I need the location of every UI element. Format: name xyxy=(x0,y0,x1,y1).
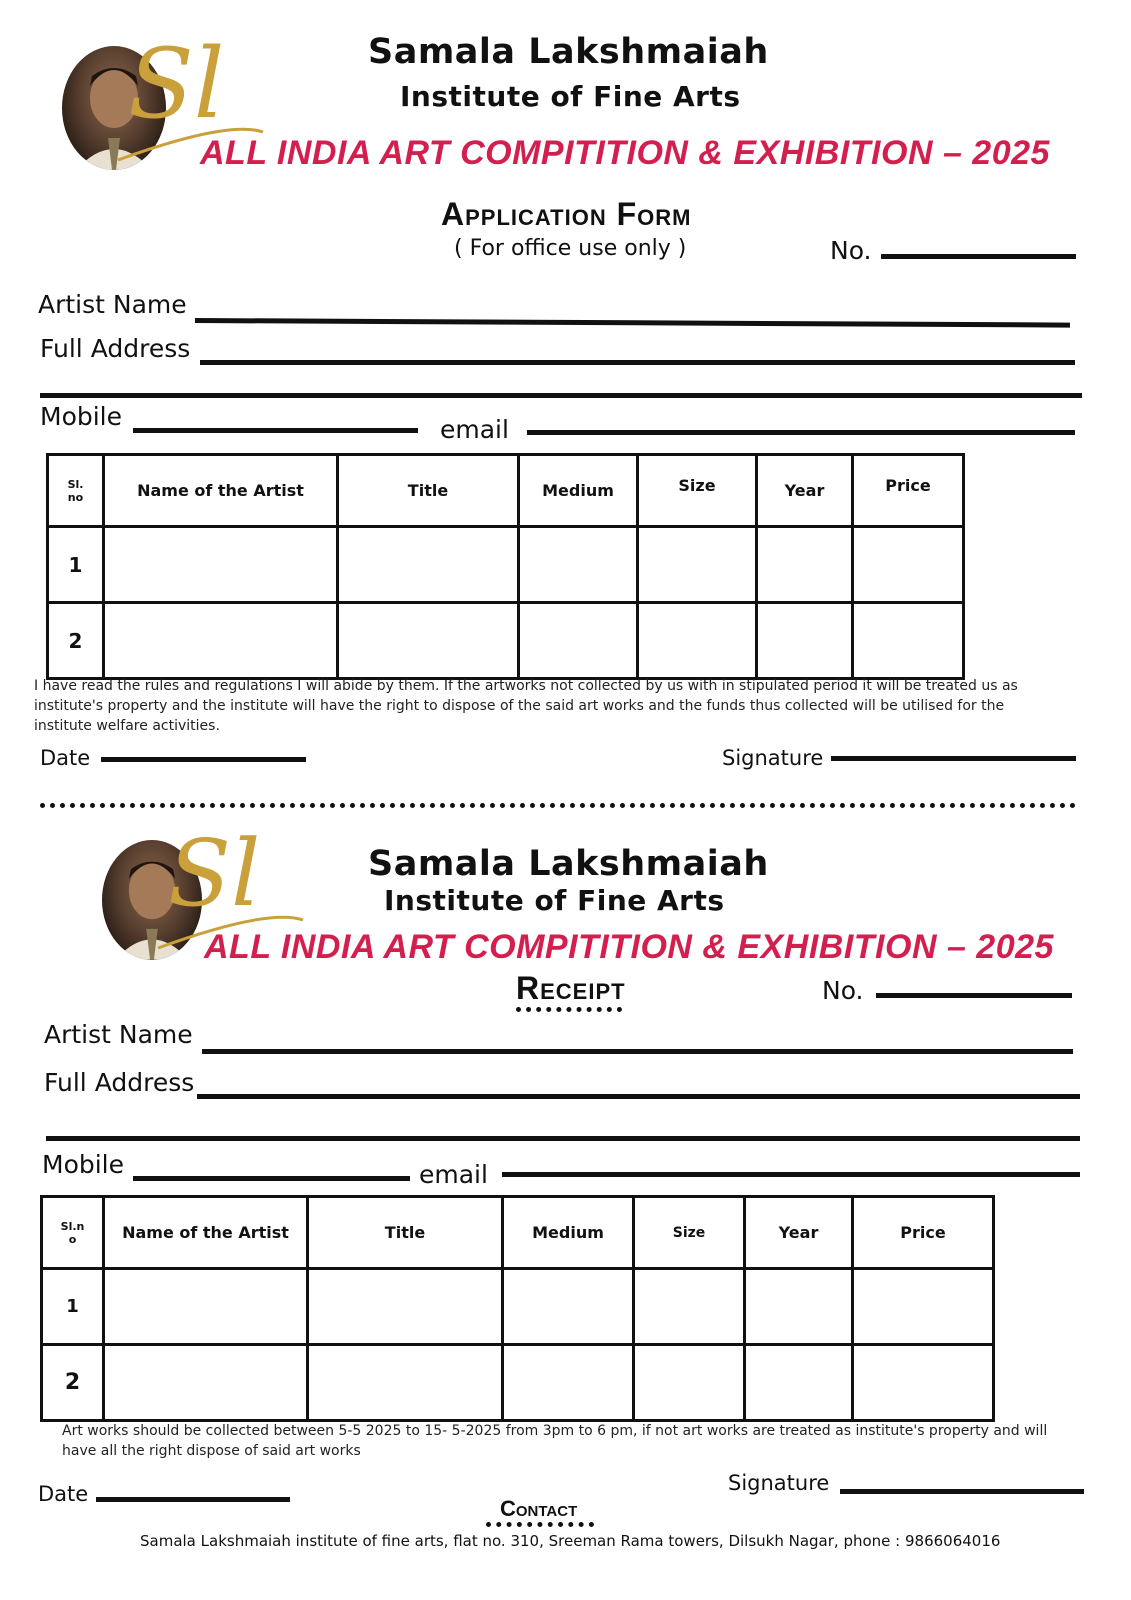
full-address-field[interactable] xyxy=(197,1094,1080,1099)
date-field[interactable] xyxy=(101,757,306,762)
size-cell[interactable] xyxy=(638,603,757,679)
year-cell[interactable] xyxy=(745,1345,853,1421)
header-size: Size xyxy=(638,455,757,527)
institute-subtitle: Institute of Fine Arts xyxy=(384,884,725,917)
receipt-title-underline xyxy=(516,1007,622,1012)
artist-name-cell[interactable] xyxy=(104,1345,308,1421)
header-price: Price xyxy=(853,455,964,527)
full-address-label: Full Address xyxy=(44,1068,195,1097)
signature-field[interactable] xyxy=(840,1489,1084,1494)
year-cell[interactable] xyxy=(757,527,853,603)
artist-name-cell[interactable] xyxy=(104,603,338,679)
medium-cell[interactable] xyxy=(519,603,638,679)
date-field[interactable] xyxy=(96,1497,290,1502)
office-use-note: ( For office use only ) xyxy=(454,236,687,261)
header-artist-name: Name of the Artist xyxy=(104,1197,308,1269)
row-number: 2 xyxy=(48,603,104,679)
signature-label: Signature xyxy=(722,746,824,770)
event-banner: ALL INDIA ART COMPITITION & EXHIBITION – 2025 xyxy=(204,928,1054,966)
mobile-label: Mobile xyxy=(40,402,123,431)
signature-label: Signature xyxy=(728,1471,830,1495)
full-address-label: Full Address xyxy=(40,334,191,363)
header-sl-no: Sl. no xyxy=(48,455,104,527)
artist-name-field[interactable] xyxy=(195,318,1070,328)
year-cell[interactable] xyxy=(757,603,853,679)
header-year: Year xyxy=(757,455,853,527)
form-title: Application Form xyxy=(441,196,692,232)
institute-name: Samala Lakshmaiah xyxy=(368,844,769,884)
medium-cell[interactable] xyxy=(503,1269,634,1345)
year-cell[interactable] xyxy=(745,1269,853,1345)
price-cell[interactable] xyxy=(853,1345,994,1421)
artist-name-label: Artist Name xyxy=(38,290,187,319)
title-cell[interactable] xyxy=(308,1345,503,1421)
row-number: 1 xyxy=(42,1269,104,1345)
event-banner: ALL INDIA ART COMPITITION & EXHIBITION – 2025 xyxy=(200,134,1050,172)
artist-name-field[interactable] xyxy=(202,1049,1073,1054)
medium-cell[interactable] xyxy=(519,527,638,603)
artist-name-label: Artist Name xyxy=(44,1020,193,1049)
logo-monogram: Sl xyxy=(128,28,225,140)
email-label: email xyxy=(419,1160,488,1189)
header-title: Title xyxy=(338,455,519,527)
mobile-field[interactable] xyxy=(133,428,418,433)
artist-name-cell[interactable] xyxy=(104,1269,308,1345)
size-cell[interactable] xyxy=(638,527,757,603)
header-artist-name: Name of the Artist xyxy=(104,455,338,527)
contact-heading: Contact xyxy=(500,1496,578,1521)
email-field[interactable] xyxy=(502,1172,1080,1177)
header-sl-no: Sl.n o xyxy=(42,1197,104,1269)
price-cell[interactable] xyxy=(853,603,964,679)
table-header-row xyxy=(42,1197,994,1269)
artist-name-cell[interactable] xyxy=(104,527,338,603)
row-number: 1 xyxy=(48,527,104,603)
contact-heading-underline xyxy=(486,1522,594,1527)
institute-name: Samala Lakshmaiah xyxy=(368,32,769,72)
table-row xyxy=(48,603,964,679)
application-no-field[interactable] xyxy=(881,254,1076,259)
cut-line-separator xyxy=(40,803,1076,808)
header-medium: Medium xyxy=(503,1197,634,1269)
size-cell[interactable] xyxy=(634,1345,745,1421)
mobile-field[interactable] xyxy=(133,1176,410,1181)
title-cell[interactable] xyxy=(308,1269,503,1345)
full-address-field-line-2[interactable] xyxy=(40,393,1082,398)
medium-cell[interactable] xyxy=(503,1345,634,1421)
size-cell[interactable] xyxy=(634,1269,745,1345)
table-row xyxy=(42,1345,994,1421)
application-no-label: No. xyxy=(830,236,872,265)
collection-note-text: Art works should be collected between 5-5 2025 to 15- 5-2025 from 3pm to 6 pm, if not art works are treated as institute's property and will have all the right dispose of said art works xyxy=(62,1423,1048,1459)
signature-field[interactable] xyxy=(831,756,1076,761)
date-label: Date xyxy=(40,746,91,770)
full-address-field-line-2[interactable] xyxy=(46,1136,1080,1141)
date-label: Date xyxy=(38,1482,89,1506)
header-title: Title xyxy=(308,1197,503,1269)
header-size: Size xyxy=(634,1197,745,1269)
declaration-text: I have read the rules and regulations I will abide by them. If the artworks not collected by us with in stipulated period it will be treated us as institute's property and the institute will have the right to dispose of the said art works and the funds thus collected will be utilised for the institute welfare activities. xyxy=(34,678,1018,734)
row-number: 2 xyxy=(42,1345,104,1421)
title-cell[interactable] xyxy=(338,603,519,679)
institute-subtitle: Institute of Fine Arts xyxy=(400,80,741,113)
logo-monogram: Sl xyxy=(168,820,261,927)
mobile-label: Mobile xyxy=(42,1150,125,1179)
header-year: Year xyxy=(745,1197,853,1269)
receipt-no-field[interactable] xyxy=(876,993,1072,998)
receipt-no-label: No. xyxy=(822,976,864,1005)
price-cell[interactable] xyxy=(853,527,964,603)
contact-address: Samala Lakshmaiah institute of fine arts, flat no. 310, Sreeman Rama towers, Dilsukh Nagar, phone : 9866064016 xyxy=(140,1532,1001,1550)
email-field[interactable] xyxy=(527,430,1075,435)
table-header-row xyxy=(48,455,964,527)
title-cell[interactable] xyxy=(338,527,519,603)
email-label: email xyxy=(440,415,509,444)
table-row xyxy=(42,1269,994,1345)
receipt-title: Receipt xyxy=(516,970,626,1006)
header-price: Price xyxy=(853,1197,994,1269)
artwork-table xyxy=(46,453,965,680)
table-row xyxy=(48,527,964,603)
header-medium: Medium xyxy=(519,455,638,527)
price-cell[interactable] xyxy=(853,1269,994,1345)
full-address-field[interactable] xyxy=(200,360,1075,365)
receipt-artwork-table xyxy=(40,1195,995,1422)
